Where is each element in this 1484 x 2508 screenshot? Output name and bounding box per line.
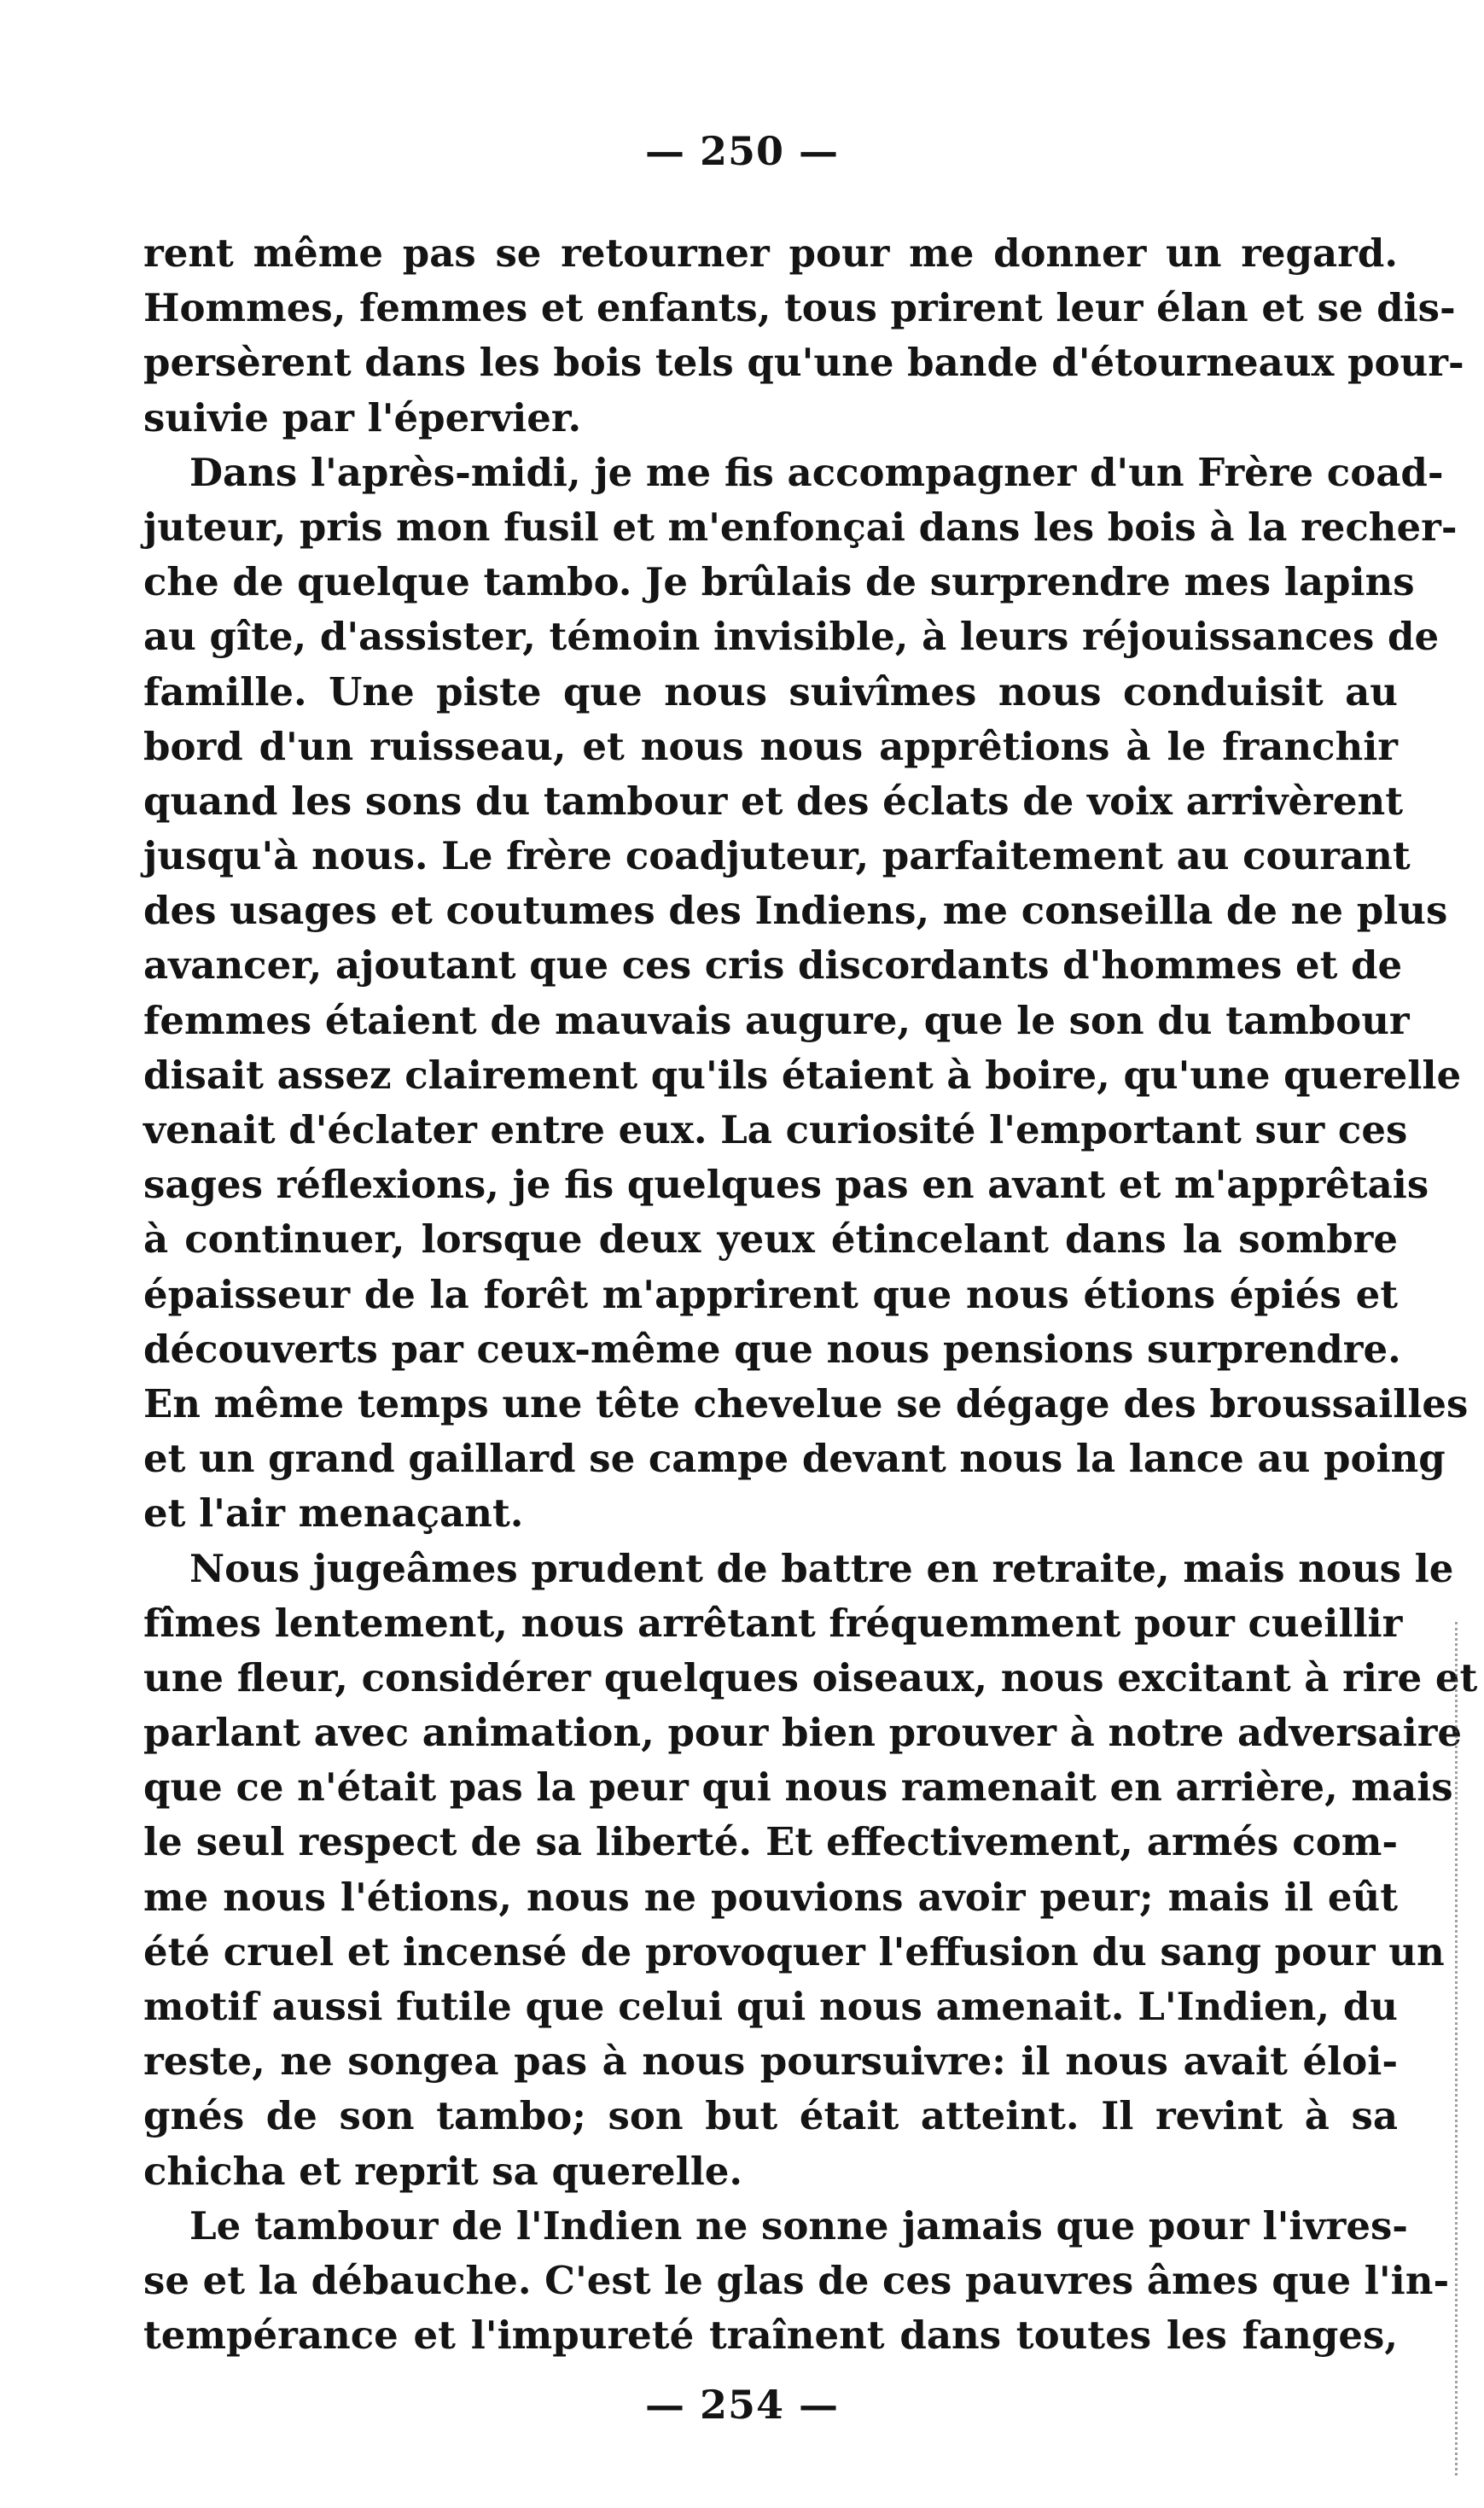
text-line: En même temps une tête chevelue se dégage des broussailles	[143, 1380, 1469, 1426]
text-line: persèrent dans les bois tels qu'une bande d'étourneaux pour-	[143, 340, 1464, 386]
text-line: che de quelque tambo. Je brûlais de surprendre mes lapins	[143, 559, 1415, 605]
text-line: épaisseur de la forêt m'apprirent que nous étions épiés et	[143, 1271, 1398, 1317]
page-number-header: — 250 —	[644, 128, 840, 174]
text-line: rent même pas se retourner pour me donner un regard.	[143, 230, 1398, 276]
body-text	[143, 226, 1478, 2363]
text-line: venait d'éclater entre eux. La curiosité l'emportant sur ces	[143, 1107, 1408, 1152]
text-line: sages réflexions, je fis quelques pas en avant et m'apprêtais	[143, 1162, 1429, 1208]
text-line: disait assez clairement qu'ils étaient à boire, qu'une querelle	[143, 1052, 1462, 1098]
text-line: et l'air menaçant.	[143, 1490, 524, 1537]
text-line: le seul respect de sa liberté. Et effectivement, armés com-	[143, 1819, 1398, 1865]
text-line: parlant avec animation, pour bien prouver à notre adversaire	[143, 1710, 1463, 1756]
text-line: chicha et reprit sa querelle.	[143, 2148, 743, 2194]
text-line: que ce n'était pas la peur qui nous ramenait en arrière, mais	[143, 1764, 1453, 1811]
text-line: motif aussi futile que celui qui nous amenait. L'Indien, du	[143, 1984, 1398, 2029]
text-line: fîmes lentement, nous arrêtant fréquemment pour cueillir	[143, 1600, 1403, 1646]
text-line: juteur, pris mon fusil et m'enfonçai dans les bois à la recher-	[143, 504, 1458, 550]
text-line: été cruel et incensé de provoquer l'effusion du sang pour un	[143, 1928, 1445, 1974]
text-line: découverts par ceux-même que nous pensions surprendre.	[143, 1326, 1401, 1372]
text-line: à continuer, lorsque deux yeux étincelant dans la sombre	[143, 1216, 1398, 1263]
text-line: femmes étaient de mauvais augure, que le son du tambour	[143, 997, 1410, 1043]
scan-edge-mark	[1455, 1622, 1460, 2476]
text-line: bord d'un ruisseau, et nous nous apprêtions à le franchir	[143, 723, 1398, 769]
text-line: Nous jugeâmes prudent de battre en retraite, mais nous le	[189, 1545, 1454, 1591]
text-line: reste, ne songea pas à nous poursuivre: il nous avait éloi-	[143, 2038, 1398, 2085]
text-line: une fleur, considérer quelques oiseaux, nous excitant à rire et	[143, 1654, 1478, 1700]
text-line: des usages et coutumes des Indiens, me conseilla de ne plus	[143, 888, 1448, 934]
text-line: au gîte, d'assister, témoin invisible, à leurs réjouissances de	[143, 614, 1440, 660]
text-line: tempérance et l'impureté traînent dans toutes les fanges,	[143, 2313, 1398, 2359]
text-line: jusqu'à nous. Le frère coadjuteur, parfaitement au courant	[143, 833, 1411, 879]
text-line: Le tambour de l'Indien ne sonne jamais que pour l'ivres-	[189, 2202, 1408, 2248]
text-line: Hommes, femmes et enfants, tous prirent leur élan et se dis-	[143, 285, 1456, 331]
text-line: et un grand gaillard se campe devant nous la lance au poing	[143, 1436, 1446, 1482]
page-number-footer: — 254 —	[644, 2382, 840, 2428]
text-line: quand les sons du tambour et des éclats de voix arrivèrent	[143, 778, 1404, 824]
text-line: famille. Une piste que nous suivîmes nous conduisit au	[143, 668, 1398, 714]
text-line: se et la débauche. C'est le glas de ces pauvres âmes que l'in-	[143, 2257, 1450, 2303]
text-line: me nous l'étions, nous ne pouvions avoir peur; mais il eût	[143, 1874, 1398, 1920]
text-line: avancer, ajoutant que ces cris discordants d'hommes et de	[143, 942, 1403, 989]
text-line: gnés de son tambo; son but était atteint. Il revint à sa	[143, 2093, 1398, 2139]
text-line: suivie par l'épervier.	[143, 394, 582, 440]
text-line: Dans l'après-midi, je me fis accompagner d'un Frère coad-	[189, 449, 1444, 495]
